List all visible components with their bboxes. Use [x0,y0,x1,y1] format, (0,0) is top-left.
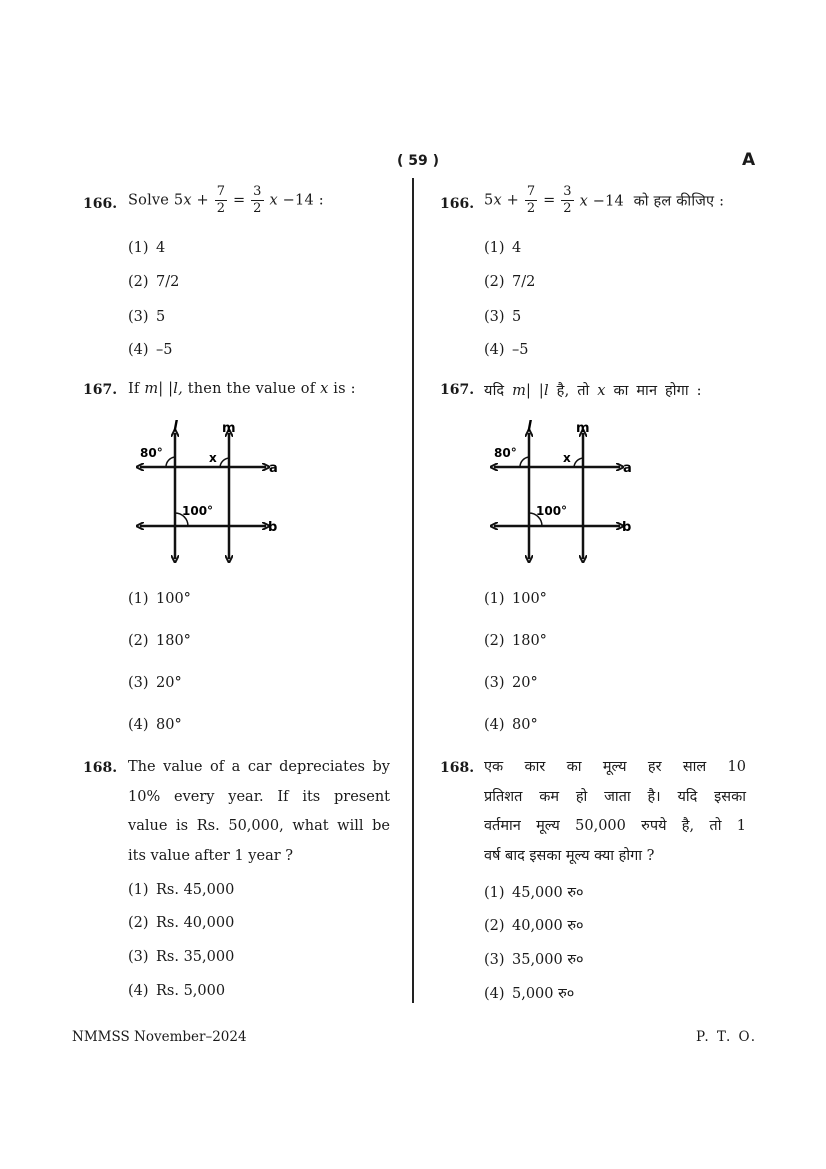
question-text: If m| |l, then the value of x is : [128,381,356,397]
option: (2) 180° [128,633,191,649]
label-l: l [173,419,178,435]
footer-exam-name: NMMSS November–2024 [72,1029,247,1045]
fraction: $\frac{3}{2}$ [253,184,262,216]
option: (2) 7/2 [128,274,180,290]
option: (4) 80° [128,717,182,733]
question-prefix: Solve [128,192,170,209]
parallel-lines-diagram [486,415,646,565]
option: (4) –5 [484,342,529,358]
label-x: x [563,451,571,465]
label-x: x [209,451,217,465]
option: (3) 5 [128,309,166,325]
angle-x-arc [220,458,229,467]
fraction: $\frac{3}{2}$ [563,184,572,216]
column-divider [412,178,414,1003]
equation-operator: + [196,192,209,209]
question-suffix: : [318,192,324,209]
equation-variable: x [183,192,192,209]
label-b: b [268,520,278,535]
label-m: m [576,421,590,436]
question-number: 168. [440,760,475,776]
option: (3) 20° [128,675,182,691]
label-80: 80° [140,446,163,460]
label-100: 100° [182,504,214,518]
fraction: $\frac{7}{2}$ [216,184,226,216]
option: (2) Rs. 40,000 [128,915,235,931]
label-100: 100° [536,504,568,518]
question-text: यदि m| |l है, तो x का मान होगा : [484,383,702,399]
question-text: एक कार का मूल्य हर साल 10 प्रतिशत कम हो जाता है। यदि इसका वर्तमान मूल्य 50,000 रुपये है, तो 1 वर्ष बाद इसका मूल्य क्या होगा ? [484,759,746,864]
option: (3) Rs. 35,000 [128,949,235,965]
option: (1) 45,000 रु० [484,885,584,901]
set-code: A [742,150,756,170]
option: (3) 20° [484,675,538,691]
option: (3) 35,000 रु० [484,952,584,968]
equation-term: −14 [282,192,314,209]
label-a: a [623,461,632,476]
page-number: ( 59 ) [397,153,440,169]
label-80: 80° [494,446,517,460]
question-text: The value of a car depreciates by 10% every year. If its present value is Rs. 50,000, what will be its value after 1 year ? [128,759,390,864]
option: (4) 5,000 रु० [484,986,575,1002]
equation-term: 5 [173,192,184,209]
label-l: l [527,419,532,435]
option: (1) Rs. 45,000 [128,882,235,898]
option: (1) 4 [484,240,522,256]
option: (1) 100° [128,591,191,607]
equation-operator: = [233,192,246,209]
option: (1) 100° [484,591,547,607]
angle-x-arc [574,458,583,467]
footer-pto: P. T. O. [696,1029,758,1045]
question-number: 167. [83,382,118,398]
question-number: 166. [83,196,118,212]
label-b: b [622,520,632,535]
option: (2) 180° [484,633,547,649]
label-a: a [269,461,278,476]
question-number: 167. [440,382,475,398]
equation-variable: x [269,192,278,209]
parallel-lines-diagram [130,415,290,565]
question-text: 5x + $\frac{7}{2}$ = $\frac{3}{2}$ x −14 को हल कीजिए : [484,184,725,216]
option: (3) 5 [484,309,522,325]
option: (4) Rs. 5,000 [128,983,226,999]
angle-80-arc [520,457,529,467]
question-text [128,184,324,217]
option: (2) 7/2 [484,274,536,290]
question-number: 166. [440,196,475,212]
label-m: m [222,421,236,436]
option: (4) –5 [128,342,173,358]
option: (4) 80° [484,717,538,733]
angle-80-arc [166,457,175,467]
fraction: $\frac{7}{2}$ [526,184,536,216]
question-number: 168. [83,760,118,776]
option: (1) 4 [128,240,166,256]
option: (2) 40,000 रु० [484,918,584,934]
